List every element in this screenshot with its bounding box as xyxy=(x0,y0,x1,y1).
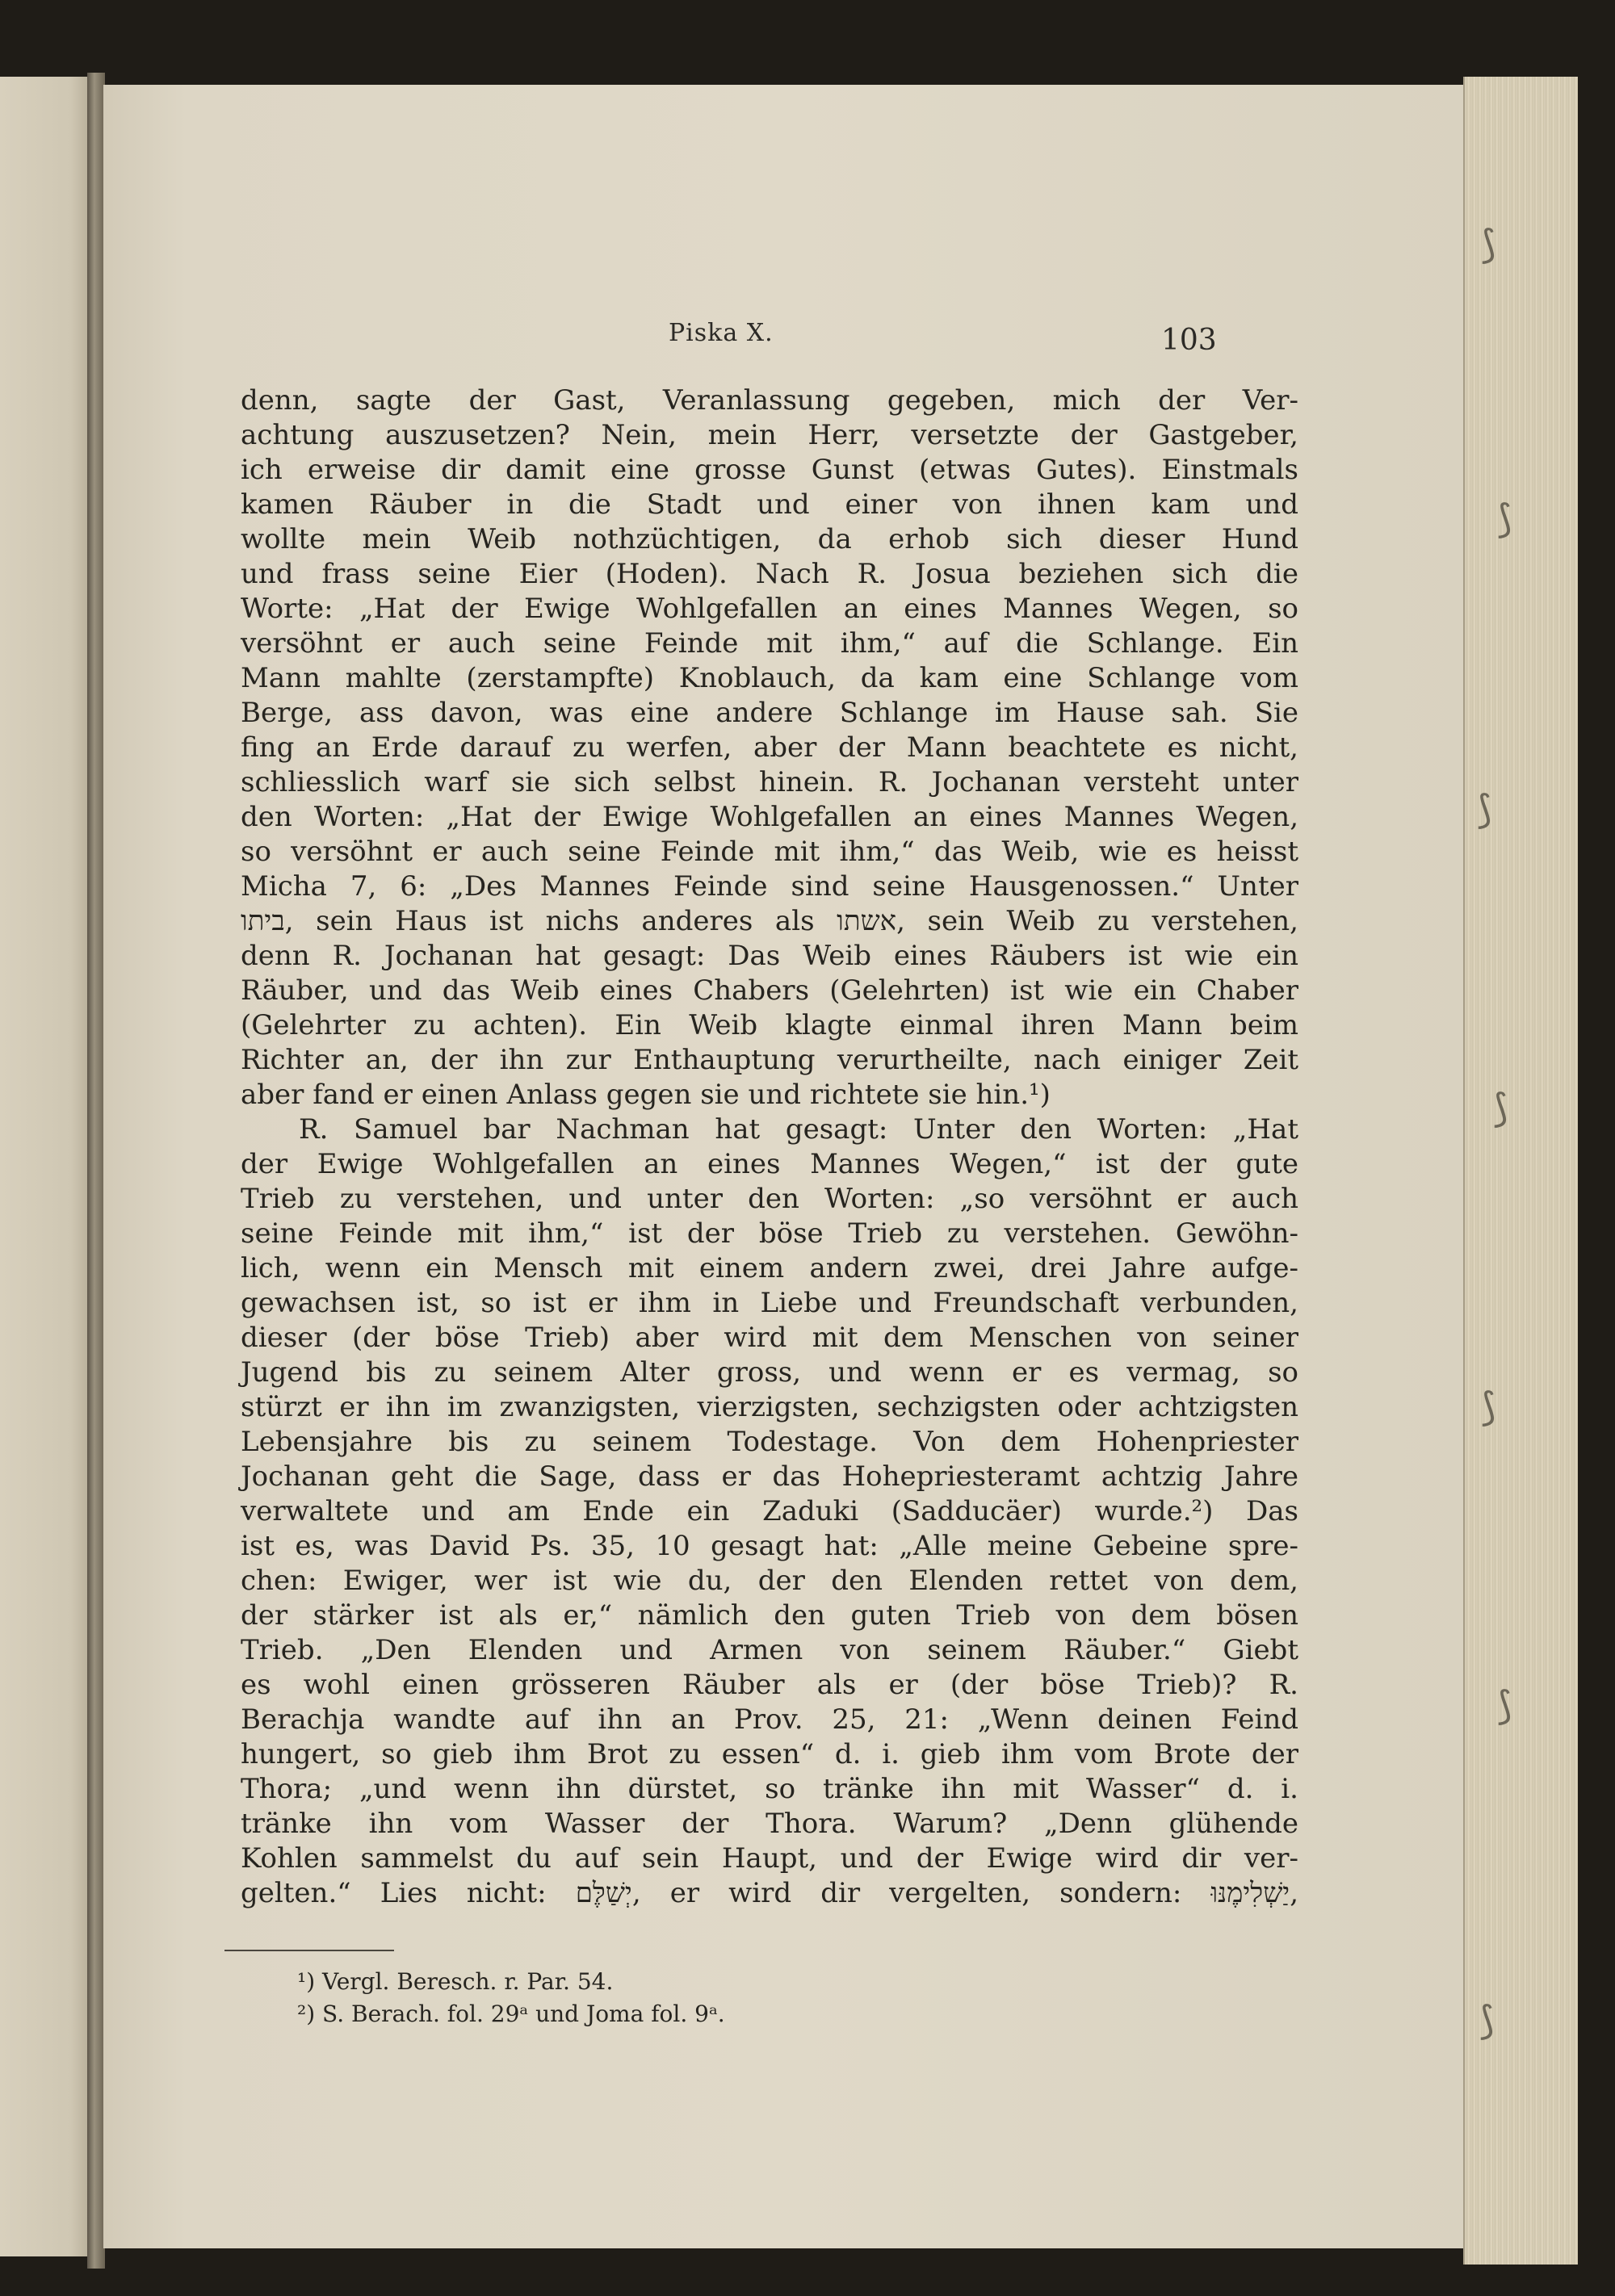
footnote: ²) S. Berach. fol. 29ᵃ und Joma fol. 9ᵃ. xyxy=(297,2001,725,2027)
footnote-rule xyxy=(224,1950,394,1951)
body-text xyxy=(241,383,1298,1946)
edge-mark-icon: ⟆ xyxy=(1481,222,1496,267)
text-line: lich, wenn ein Mensch mit einem andern zwei, drei Jahre aufge- xyxy=(241,1252,1298,1284)
text-line: schliesslich warf sie sich selbst hinein. R. Jochanan versteht unter xyxy=(241,766,1298,798)
left-page-edge xyxy=(0,77,90,2256)
edge-mark-icon: ⟆ xyxy=(1477,787,1492,832)
text-line: Micha 7, 6: „Des Mannes Feinde sind seine Hausgenossen.“ Unter xyxy=(241,870,1298,903)
text-line: stürzt er ihn im zwanzigsten, vierzigsten, sechzigsten oder achtzigsten xyxy=(241,1391,1298,1423)
text-line: chen: Ewiger, wer ist wie du, der den Elenden rettet von dem, xyxy=(241,1565,1298,1597)
book-page xyxy=(103,85,1476,2248)
text-line: den Worten: „Hat der Ewige Wohlgefallen an eines Mannes Wegen, xyxy=(241,801,1298,833)
text-line: Trieb. „Den Elenden und Armen von seinem Räuber.“ Giebt xyxy=(241,1634,1298,1666)
text-line: verwaltete und am Ende ein Zaduki (Sadducäer) wurde.²) Das xyxy=(241,1495,1298,1527)
text-line: Thora; „und wenn ihn dürstet, so tränke ihn mit Wasser“ d. i. xyxy=(241,1773,1298,1805)
text-line: ביתו, sein Haus ist nichs anderes als אשתו, sein Weib zu verstehen, xyxy=(241,905,1298,937)
text-line: Jugend bis zu seinem Alter gross, und wenn er es vermag, so xyxy=(241,1356,1298,1389)
text-line: Räuber, und das Weib eines Chabers (Gelehrten) ist wie ein Chaber xyxy=(241,974,1298,1007)
running-title: Piska X. xyxy=(669,319,774,347)
text-line: Mann mahlte (zerstampfte) Knoblauch, da kam eine Schlange vom xyxy=(241,662,1298,694)
text-line: Richter an, der ihn zur Enthauptung verurtheilte, nach einiger Zeit xyxy=(241,1044,1298,1076)
text-line: Kohlen sammelst du auf sein Haupt, und der Ewige wird dir ver- xyxy=(241,1842,1298,1875)
edge-mark-icon: ⟆ xyxy=(1497,1683,1512,1728)
page-edges xyxy=(1463,77,1578,2265)
text-line: Worte: „Hat der Ewige Wohlgefallen an eines Mannes Wegen, so xyxy=(241,593,1298,625)
text-line: fing an Erde darauf zu werfen, aber der Mann beachtete es nicht, xyxy=(241,731,1298,764)
text-line: der stärker ist als er,“ nämlich den guten Trieb von dem bösen xyxy=(241,1599,1298,1632)
text-line: Berge, ass davon, was eine andere Schlange im Hause sah. Sie xyxy=(241,697,1298,729)
text-line: und frass seine Eier (Hoden). Nach R. Josua beziehen sich die xyxy=(241,558,1298,590)
footnotes xyxy=(297,1966,725,2030)
text-line: (Gelehrter zu achten). Ein Weib klagte einmal ihren Mann beim xyxy=(241,1009,1298,1041)
page-header xyxy=(103,319,1476,359)
edge-mark-icon: ⟆ xyxy=(1493,1086,1508,1131)
footnote: ¹) Vergl. Beresch. r. Par. 54. xyxy=(297,1968,614,1995)
text-line: ist es, was David Ps. 35, 10 gesagt hat: „Alle meine Gebeine spre- xyxy=(241,1530,1298,1562)
text-line: Lebensjahre bis zu seinem Todestage. Von dem Hohenpriester xyxy=(241,1426,1298,1458)
text-line: gewachsen ist, so ist er ihm in Liebe und Freundschaft verbunden, xyxy=(241,1287,1298,1319)
text-line: achtung auszusetzen? Nein, mein Herr, versetzte der Gastgeber, xyxy=(241,419,1298,451)
text-line: tränke ihn vom Wasser der Thora. Warum? „Denn glühende xyxy=(241,1808,1298,1840)
text-line: Trieb zu verstehen, und unter den Worten: „so versöhnt er auch xyxy=(241,1183,1298,1215)
text-line: der Ewige Wohlgefallen an eines Mannes Wegen,“ ist der gute xyxy=(241,1148,1298,1180)
text-line: denn R. Jochanan hat gesagt: Das Weib eines Räubers ist wie ein xyxy=(241,940,1298,972)
text-line: hungert, so gieb ihm Brot zu essen“ d. i. gieb ihm vom Brote der xyxy=(241,1738,1298,1770)
edge-mark-icon: ⟆ xyxy=(1481,1385,1496,1430)
text-line: es wohl einen grösseren Räuber als er (der böse Trieb)? R. xyxy=(241,1669,1298,1701)
text-line xyxy=(241,1911,1298,1946)
text-line: kamen Räuber in die Stadt und einer von ihnen kam und xyxy=(241,488,1298,521)
text-line: wollte mein Weib nothzüchtigen, da erhob sich dieser Hund xyxy=(241,523,1298,555)
text-line: R. Samuel bar Nachman hat gesagt: Unter den Worten: „Hat xyxy=(299,1113,1298,1146)
text-line: dieser (der böse Trieb) aber wird mit dem Menschen von seiner xyxy=(241,1322,1298,1354)
text-line: so versöhnt er auch seine Feinde mit ihm,“ das Weib, wie es heisst xyxy=(241,836,1298,868)
text-line: seine Feinde mit ihm,“ ist der böse Trieb zu verstehen. Gewöhn- xyxy=(241,1217,1298,1250)
book-spine xyxy=(87,73,105,2269)
edge-mark-icon: ⟆ xyxy=(1497,496,1512,542)
text-line: Jochanan geht die Sage, dass er das Hohepriesteramt achtzig Jahre xyxy=(241,1460,1298,1493)
text-line: gelten.“ Lies nicht: יְשַׁלֶּם, er wird dir vergelten, sondern: יַשְׁלִימֶנּוּ, xyxy=(241,1877,1298,1909)
text-line: versöhnt er auch seine Feinde mit ihm,“ auf die Schlange. Ein xyxy=(241,627,1298,660)
edge-mark-icon: ⟆ xyxy=(1479,1998,1495,2043)
text-line: denn, sagte der Gast, Veranlassung gegeben, mich der Ver- xyxy=(241,384,1298,417)
page-number: 103 xyxy=(1161,324,1217,357)
text-line: aber fand er einen Anlass gegen sie und richtete sie hin.¹) xyxy=(241,1079,1051,1111)
text-line: Berachja wandte auf ihn an Prov. 25, 21: „Wenn deinen Feind xyxy=(241,1703,1298,1736)
text-line: ich erweise dir damit eine grosse Gunst (etwas Gutes). Einstmals xyxy=(241,454,1298,486)
